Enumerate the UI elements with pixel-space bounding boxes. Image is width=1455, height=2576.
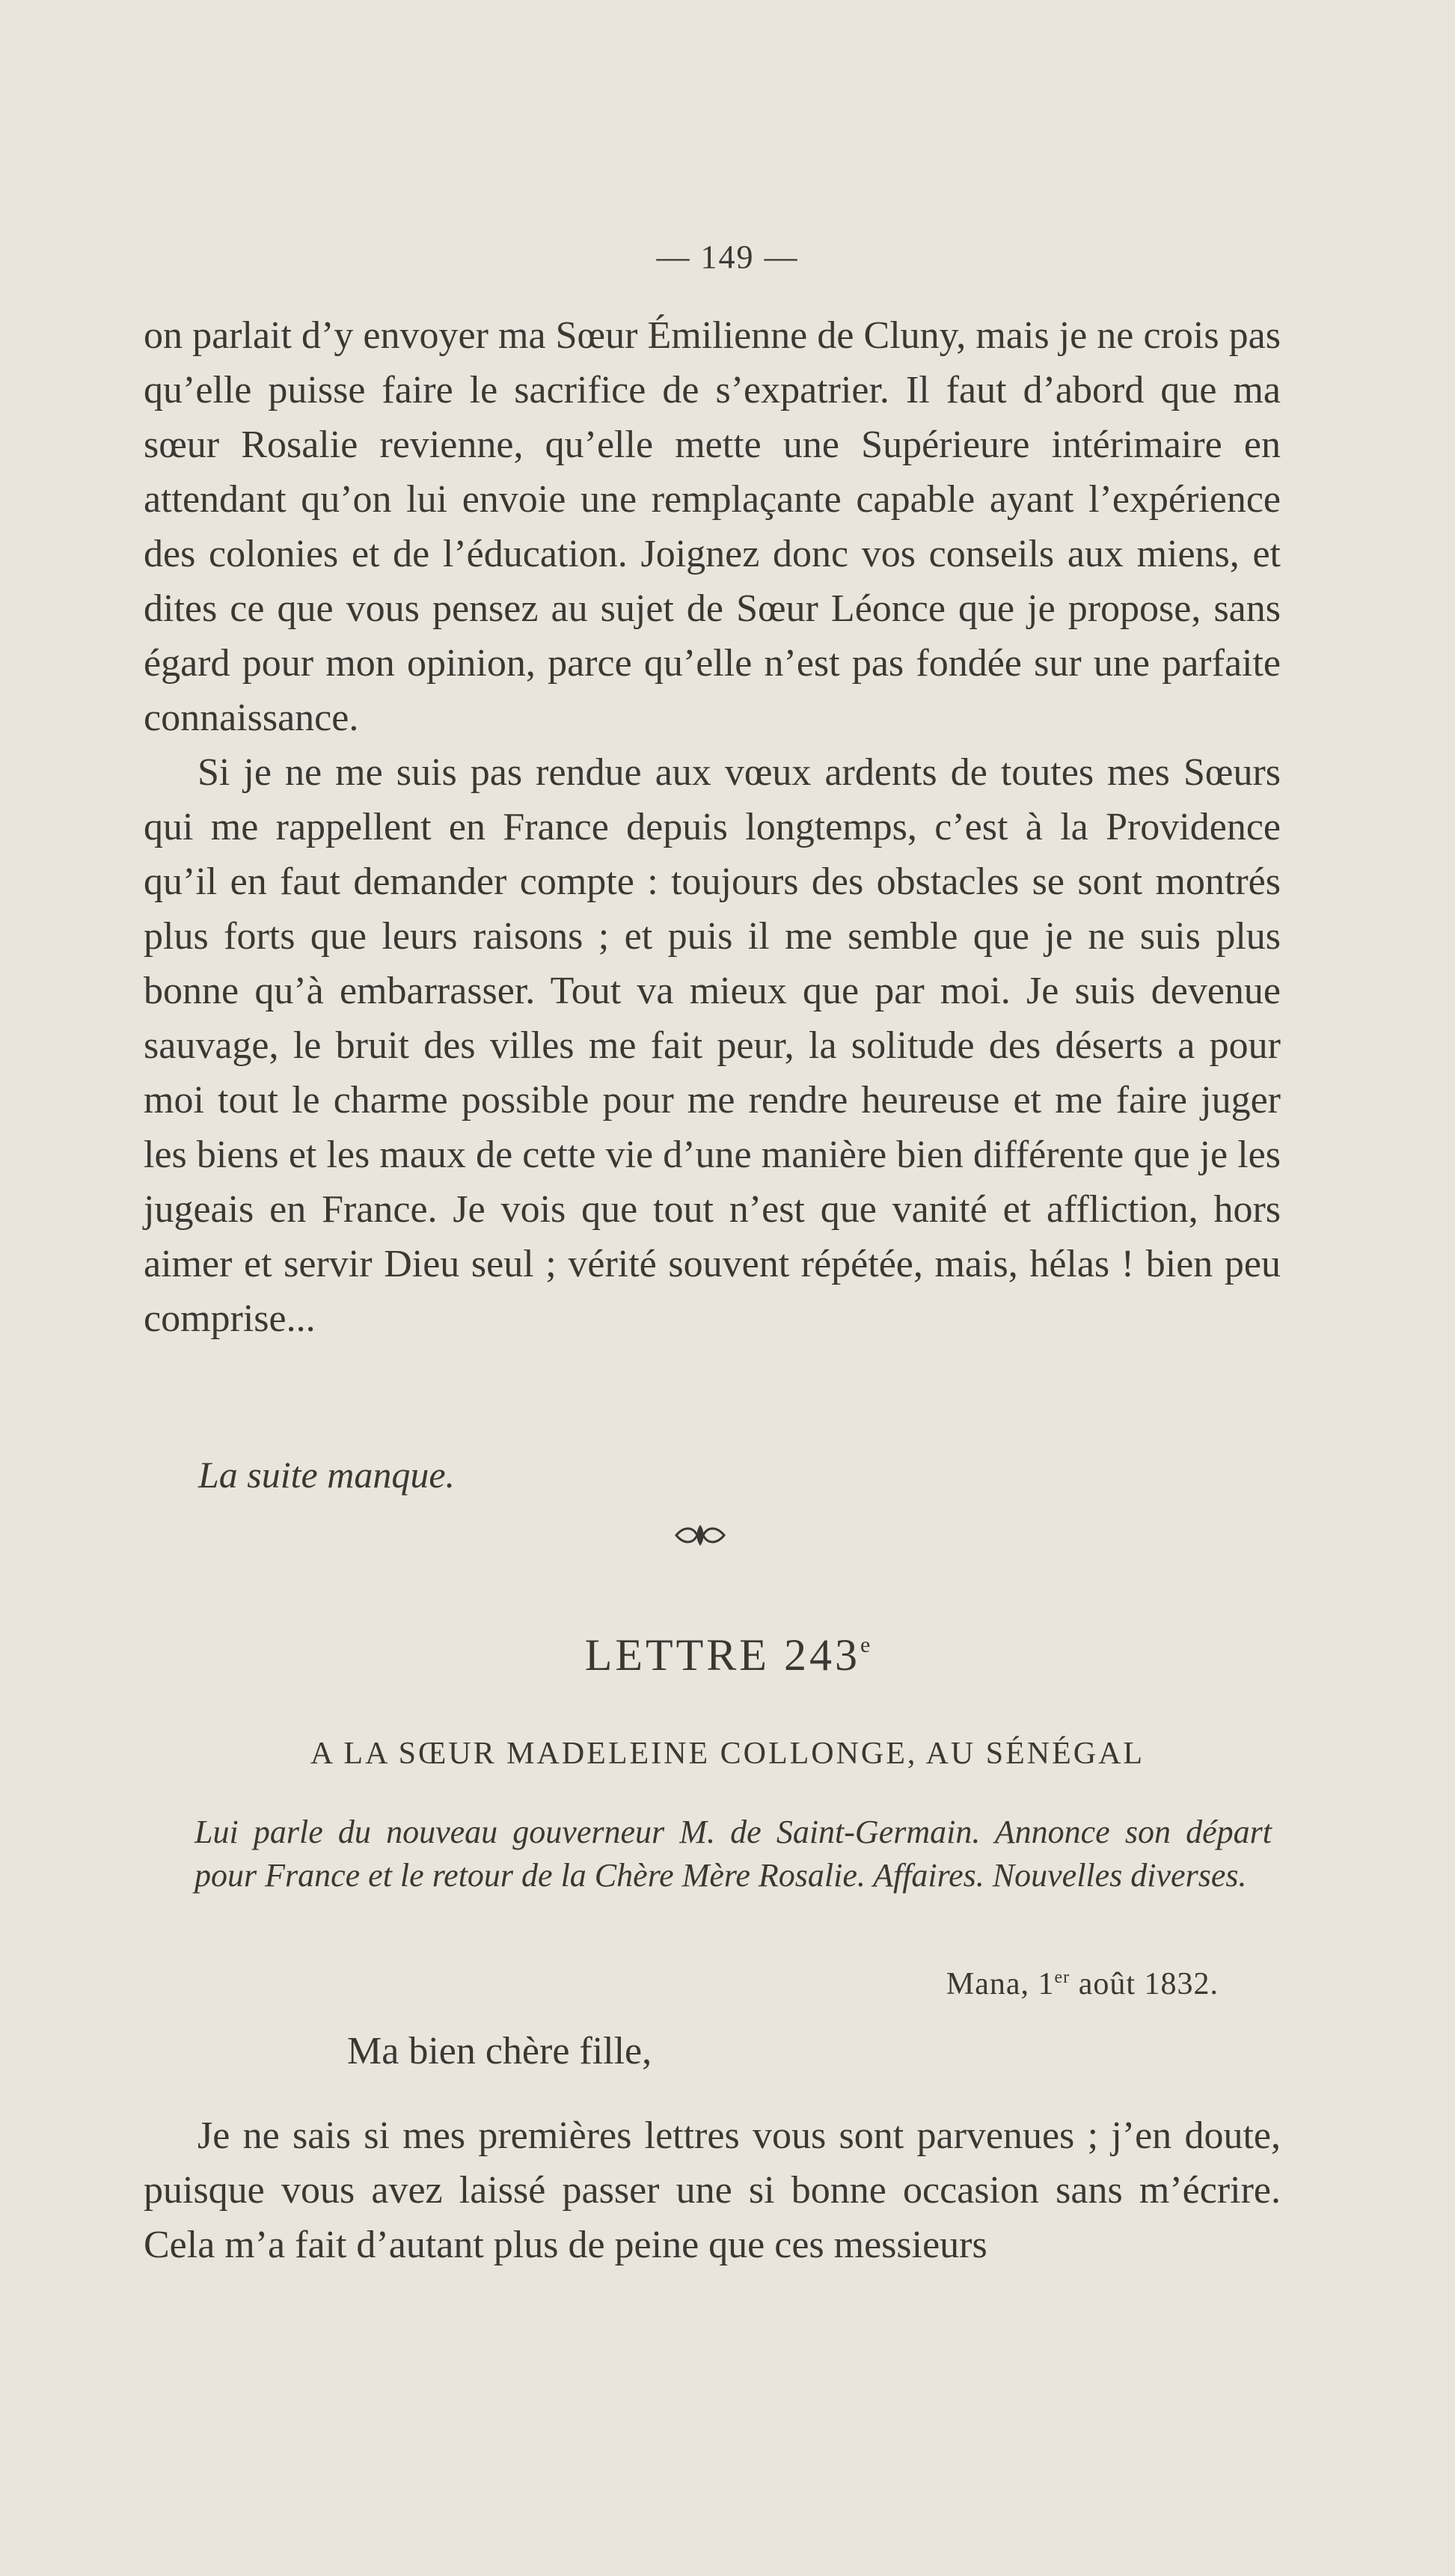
fleuron-ornament-icon [673,1520,727,1550]
letter-body [144,2108,1281,2272]
letter-salutation: Ma bien chère fille, [347,2030,652,2072]
page-number: — 149 — [656,239,799,275]
paragraph: Si je ne me suis pas rendue aux vœux ardents de toutes mes Sœurs qui me rappellent en France depuis longtemps, c’est à la Providence qu’il en faut demander compte : toujours des obstacles se sont montrés plus forts que leurs raisons ; et puis il me semble que je ne suis plus bonne qu’à embarrasser. Tout va mieux que par moi. Je suis devenue sauvage, le bruit des villes me fait peur, la solitude des déserts a pour moi tout le charme possible pour me rendre heureuse et me faire juger les biens et les maux de cette vie d’une manière bien différente que je les jugeais en France. Je vois que tout n’est que vanité et affliction, hors aimer et servir Dieu seul ; vérité souvent répétée, mais, hélas ! bien peu comprise... [144,751,1281,1340]
paragraph: Je ne sais si mes premières lettres vous sont parvenues ; j’en doute, puisque vous avez laissé passer une si bonne occasion sans m’écrire. Cela m’a fait d’autant plus de peine que ces messieurs [144,2114,1281,2266]
dateline-place: Mana, 1 [946,1967,1055,2001]
dateline-ordinal: er [1054,1968,1070,1987]
paragraph: on parlait d’y envoyer ma Sœur Émilienne de Cluny, mais je ne crois pas qu’elle puisse faire le sacrifice de s’expatrier. Il faut d’abord que ma sœur Rosalie revienne, qu’elle mette une Supérieure intérimaire en attendant qu’on lui envoie une remplaçante capable ayant l’expérience des colonies et de l’éducation. Joignez donc vos conseils aux miens, et dites ce que vous pensez au sujet de Sœur Léonce que je propose, sans égard pour mon opinion, parce qu’elle n’est pas fondée sur une parfaite connaissance. [144,314,1281,739]
letter-recipient: A LA SŒUR MADELEINE COLLONGE, AU SÉNÉGAL [310,1737,1145,1771]
dateline-date: août 1832. [1070,1967,1219,2001]
letter-dateline [946,1966,1219,2002]
editorial-note: La suite manque. [198,1454,456,1496]
letter-continuation [144,308,1281,1346]
letter-heading [0,1630,1455,1681]
letter-summary: Lui parle du nouveau gouverneur M. de Saint-Germain. Annonce son départ pour France et le retour de la Chère Mère Rosalie. Affaires. Nouvelles diverses. [194,1814,1272,1894]
letter-title-suffix: e [860,1633,871,1657]
letter-title-text: LETTRE 243 [584,1630,860,1680]
